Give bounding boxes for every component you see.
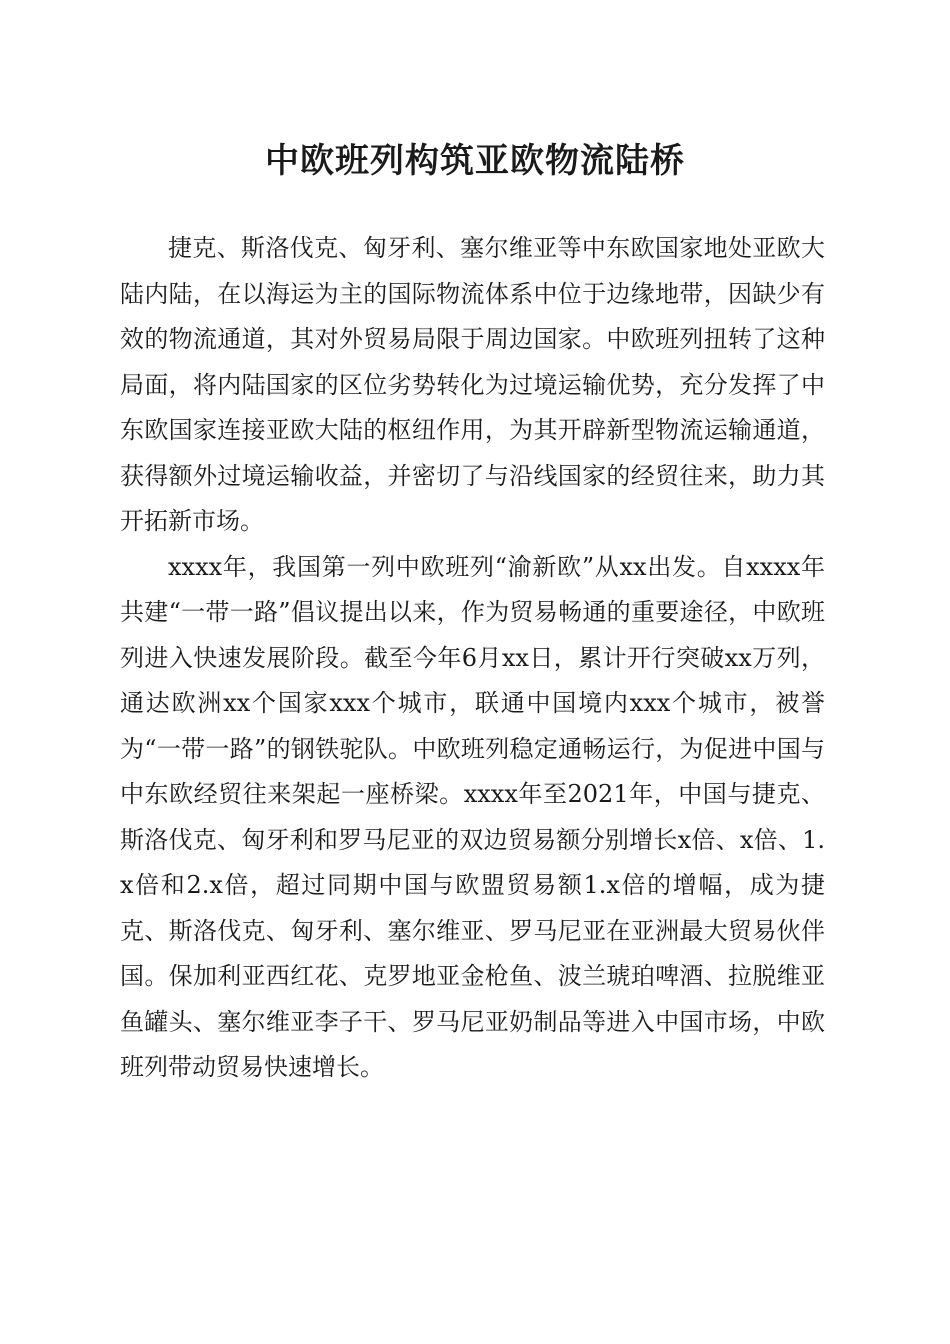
paragraph: xxxx年，我国第一列中欧班列“渝新欧”从xx出发。自xxxx年共建“一带一路”倡议提出以来，作为贸易畅通的重要途径，中欧班列进入快速发展阶段。截至今年6月xx日，累计开行突破xx万列，通达欧洲xx个国家xxx个城市，联通中国境内xxx个城市，被誉为“一带一路”的钢铁驼队。中欧班列稳定通畅运行，为促进中国与中东欧经贸往来架起一座桥梁。xxxx年至2021年，中国与捷克、斯洛伐克、匈牙利和罗马尼亚的双边贸易额分别增长x倍、x倍、1.x倍和2.x倍，超过同期中国与欧盟贸易额1.x倍的增幅，成为捷克、斯洛伐克、匈牙利、塞尔维亚、罗马尼亚在亚洲最大贸易伙伴国。保加利亚西红花、克罗地亚金枪鱼、波兰琥珀啤酒、拉脱维亚鱼罐头、塞尔维亚李子干、罗马尼亚奶制品等进入中国市场，中欧班列带动贸易快速增长。 bbox=[120, 552, 825, 1081]
document-title: 中欧班列构筑亚欧物流陆桥 bbox=[265, 141, 685, 181]
paragraph: 捷克、斯洛伐克、匈牙利、塞尔维亚等中东欧国家地处亚欧大陆内陆，在以海运为主的国际物流体系中位于边缘地带，因缺少有效的物流通道，其对外贸易局限于周边国家。中欧班列扭转了这种局面，将内陆国家的区位劣势转化为过境运输优势，充分发挥了中东欧国家连接亚欧大陆的枢纽作用，为其开辟新型物流运输通道，获得额外过境运输收益，并密切了与沿线国家的经贸往来，助力其开拓新市场。 bbox=[120, 234, 825, 535]
document-body bbox=[120, 226, 825, 1091]
